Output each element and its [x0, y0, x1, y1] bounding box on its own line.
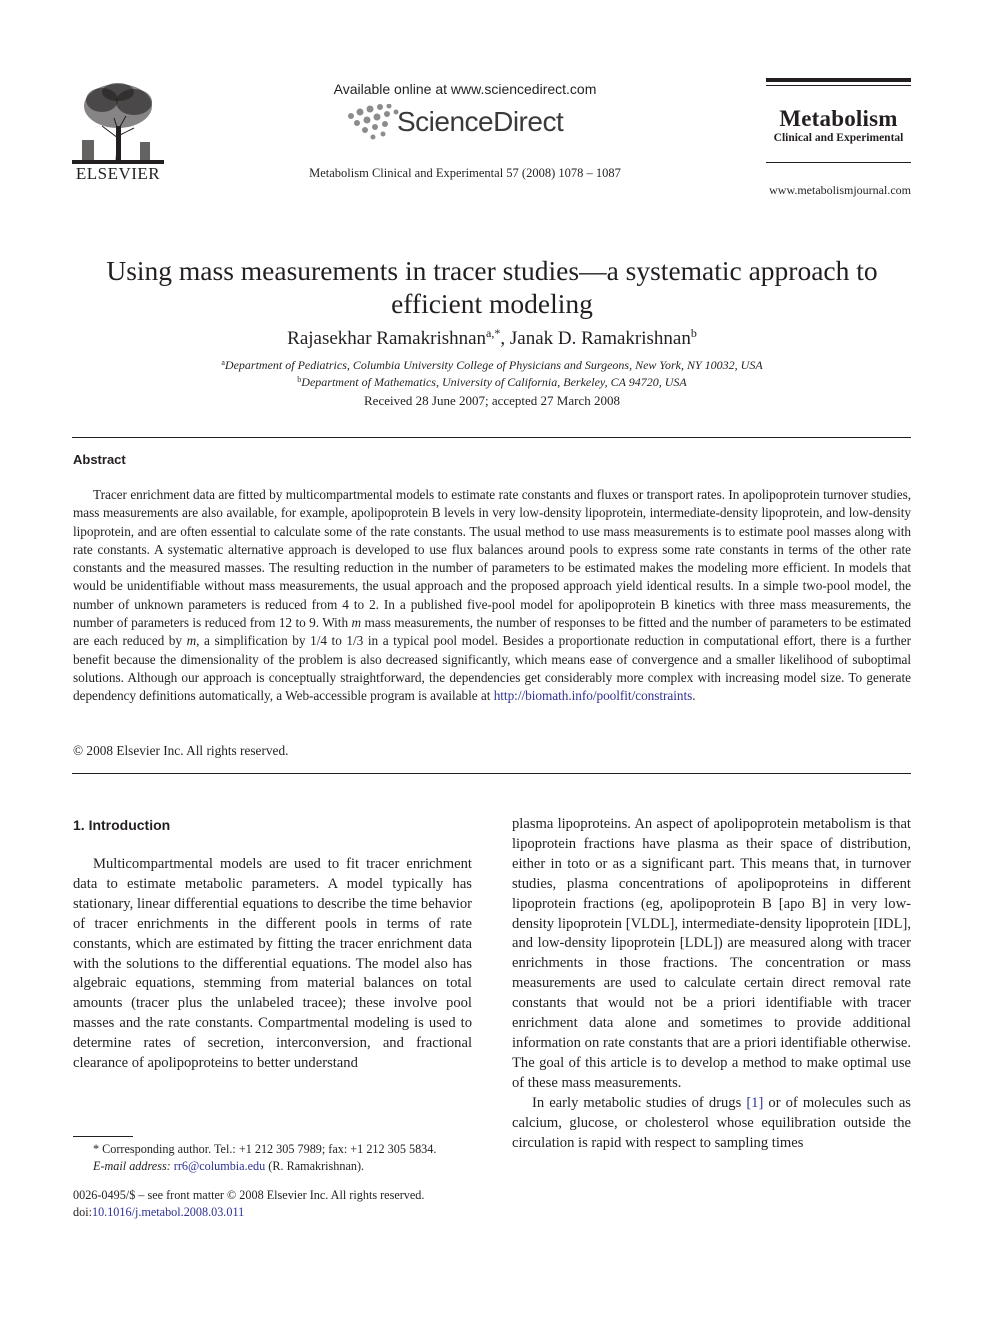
email-link[interactable]: rr6@columbia.edu	[173, 1159, 266, 1173]
affiliation-text: Department of Pediatrics, Columbia University College of Physicians and Surgeons, New York, NY 10032, USA	[224, 358, 763, 372]
body-text: In early metabolic studies of drugs	[532, 1094, 747, 1111]
article-title: Using mass measurements in tracer studies—a systematic approach to efficient modeling	[106, 255, 878, 319]
abstract-variable: m	[186, 633, 197, 649]
right-column	[512, 815, 911, 1153]
available-online-text[interactable]: Available online at www.sciencedirect.com	[333, 81, 597, 97]
elsevier-logo[interactable]	[72, 80, 164, 184]
journal-name: Metabolism	[779, 106, 898, 131]
abstract-body	[73, 486, 911, 706]
front-matter-text: 0026-0495/$ – see front matter © 2008 Elsevier Inc. All rights reserved.	[73, 1188, 425, 1202]
affiliation	[72, 375, 912, 390]
author-sup[interactable]: a,*	[486, 326, 501, 340]
abstract-heading: Abstract	[73, 452, 126, 467]
journal-masthead[interactable]	[766, 78, 911, 163]
email-owner: (R. Ramakrishnan).	[268, 1159, 365, 1173]
divider	[72, 437, 911, 438]
body-paragraph	[512, 1094, 911, 1154]
doi-link[interactable]: 10.1016/j.metabol.2008.03.011	[91, 1205, 245, 1219]
affiliation-sup: b	[297, 375, 302, 384]
masthead-rule	[766, 85, 911, 86]
journal-subtitle: Clinical and Experimental	[773, 132, 904, 144]
abstract-copyright: © 2008 Elsevier Inc. All rights reserved.	[73, 743, 289, 758]
sciencedirect-logo[interactable]	[345, 104, 595, 144]
left-column	[73, 855, 472, 1074]
body-paragraph: plasma lipoproteins. An aspect of apolipoprotein metabolism is that lipoprotein fractions have plasma as their space of distribution, either in toto or as a significant part. This means that, in turnover studies, plasma concentrations of apolipoproteins in different lipoprotein fractions (eg, apolipoprotein B [apo B] in very low-density lipoprotein [VLDL], intermediate-density lipoprotein [IDL], and low-density lipoprotein [LDL]) are measured along with tracer enrichments in those fractions. The concentration or mass measurements are used to calculate certain direct removal rate constants that would not be a priori identifiable with tracer enrichment data alone and sometimes to provide additional information on rate constants that are a priori identifiable otherwise. The goal of this article is to develop a method to make optimal use of these mass measurements.	[512, 816, 911, 1091]
section-heading-introduction: 1. Introduction	[73, 817, 171, 833]
body-text: or of molecules such as calcium, glucose, or cholesterol whose equilibration outside the circulation is rapid with respect to sampling times	[512, 1094, 911, 1151]
sciencedirect-wordmark: ScienceDirect	[397, 106, 564, 137]
abstract-text: mass measurements, the number of responses to be fitted and the number of parameters to be estimated are each reduced by	[73, 615, 912, 649]
author-name: Janak D. Ramakrishnan	[509, 328, 691, 349]
footnote	[73, 1141, 473, 1175]
abstract-text: Tracer enrichment data are fitted by multicompartmental models to estimate rate constants and fluxes or transport rates. In apolipoprotein turnover studies, mass measurements are also available, for example, apolipoprotein B levels in very low-density lipoprotein, intermediate-density lipoprotein, and low-density lipoprotein, and are often essential to calculate some of the rate constants. The usual method to use mass measurements is to estimate pool masses along with rate constants. A systematic alternative approach is developed to use flux balances around pools to express some rate constants in terms of the other rate constants and the measured masses. The resulting reduction in the number of parameters to be estimated makes the modeling more efficient. In models that would be unidentifiable without mass measurements, the usual approach and the proposed approach yield identical results. In a simple two-pool model, the number of unknown parameters is reduced from 4 to 2. In a published five-pool model for apolipoprotein B kinetics with three mass measurements, the number of parameters is reduced from 12 to 9. With	[73, 487, 911, 631]
email-label: E-mail address:	[93, 1159, 171, 1173]
affiliation-sup: a	[221, 358, 225, 367]
divider	[72, 773, 911, 774]
abstract-text: , a simplification by 1/4 to 1/3 in a typical pool model. Besides a proportionate reduction in computational effort, there is a further benefit because the dimensionality of the problem is also decreased significantly, which means ease of convergence and a smaller likelihood of suboptimal solutions. Although our approach is conceptually straightforward, the dependencies get considerably more complex with increasing model size. To generate dependency definitions automatically, a Web-accessible program is available at	[73, 633, 911, 704]
elsevier-tree-icon	[72, 80, 164, 164]
email-line	[73, 1158, 473, 1175]
affiliation-text: Department of Mathematics, University of California, Berkeley, CA 94720, USA	[301, 375, 687, 389]
journal-citation: Metabolism Clinical and Experimental 57 (2008) 1078 – 1087	[309, 166, 621, 180]
received-dates: Received 28 June 2007; accepted 27 March 2008	[364, 393, 620, 408]
publisher-name: ELSEVIER	[75, 164, 161, 183]
abstract-variable: m	[351, 615, 362, 631]
corresponding-author-note: * Corresponding author. Tel.: +1 212 305 7989; fax: +1 212 305 5834.	[93, 1142, 437, 1156]
front-matter	[73, 1187, 473, 1221]
doi-line	[73, 1204, 473, 1221]
affiliation	[72, 358, 912, 373]
body-paragraph: Multicompartmental models are used to fit tracer enrichment data to estimate metabolic parameters. A model typically has stationary, linear differential equations to describe the time behavior of tracer enrichments in the different pools in terms of rate constants, which are estimated by fitting the tracer enrichment data with the solutions to the differential equations. The model also has algebraic equations, stemming from material balances on total amounts (tracer plus the unlabeled tracee); these involve pool masses and the rate constants. Compartmental modeling is used to determine rates of secretion, interconversion, and fractional clearance of apolipoproteins to better understand	[73, 856, 472, 1072]
reference-link[interactable]: [1]	[746, 1094, 764, 1111]
doi-label: doi:	[73, 1205, 92, 1219]
author-list: Rajasekhar Ramakrishnan$^{a,*}$, Janak D. Ramakrishnan$^b$	[287, 326, 697, 349]
author-name: Rajasekhar Ramakrishnan	[287, 328, 487, 349]
masthead-rule	[766, 162, 911, 163]
footnote-rule	[73, 1136, 133, 1137]
sciencedirect-dots-icon	[345, 104, 401, 144]
masthead-rule	[766, 78, 911, 82]
abstract-text: .	[692, 688, 696, 704]
journal-url[interactable]: www.metabolismjournal.com	[769, 183, 911, 197]
constraints-program-link[interactable]: http://biomath.info/poolfit/constraints	[493, 688, 693, 704]
author-sup[interactable]: b	[690, 326, 697, 340]
